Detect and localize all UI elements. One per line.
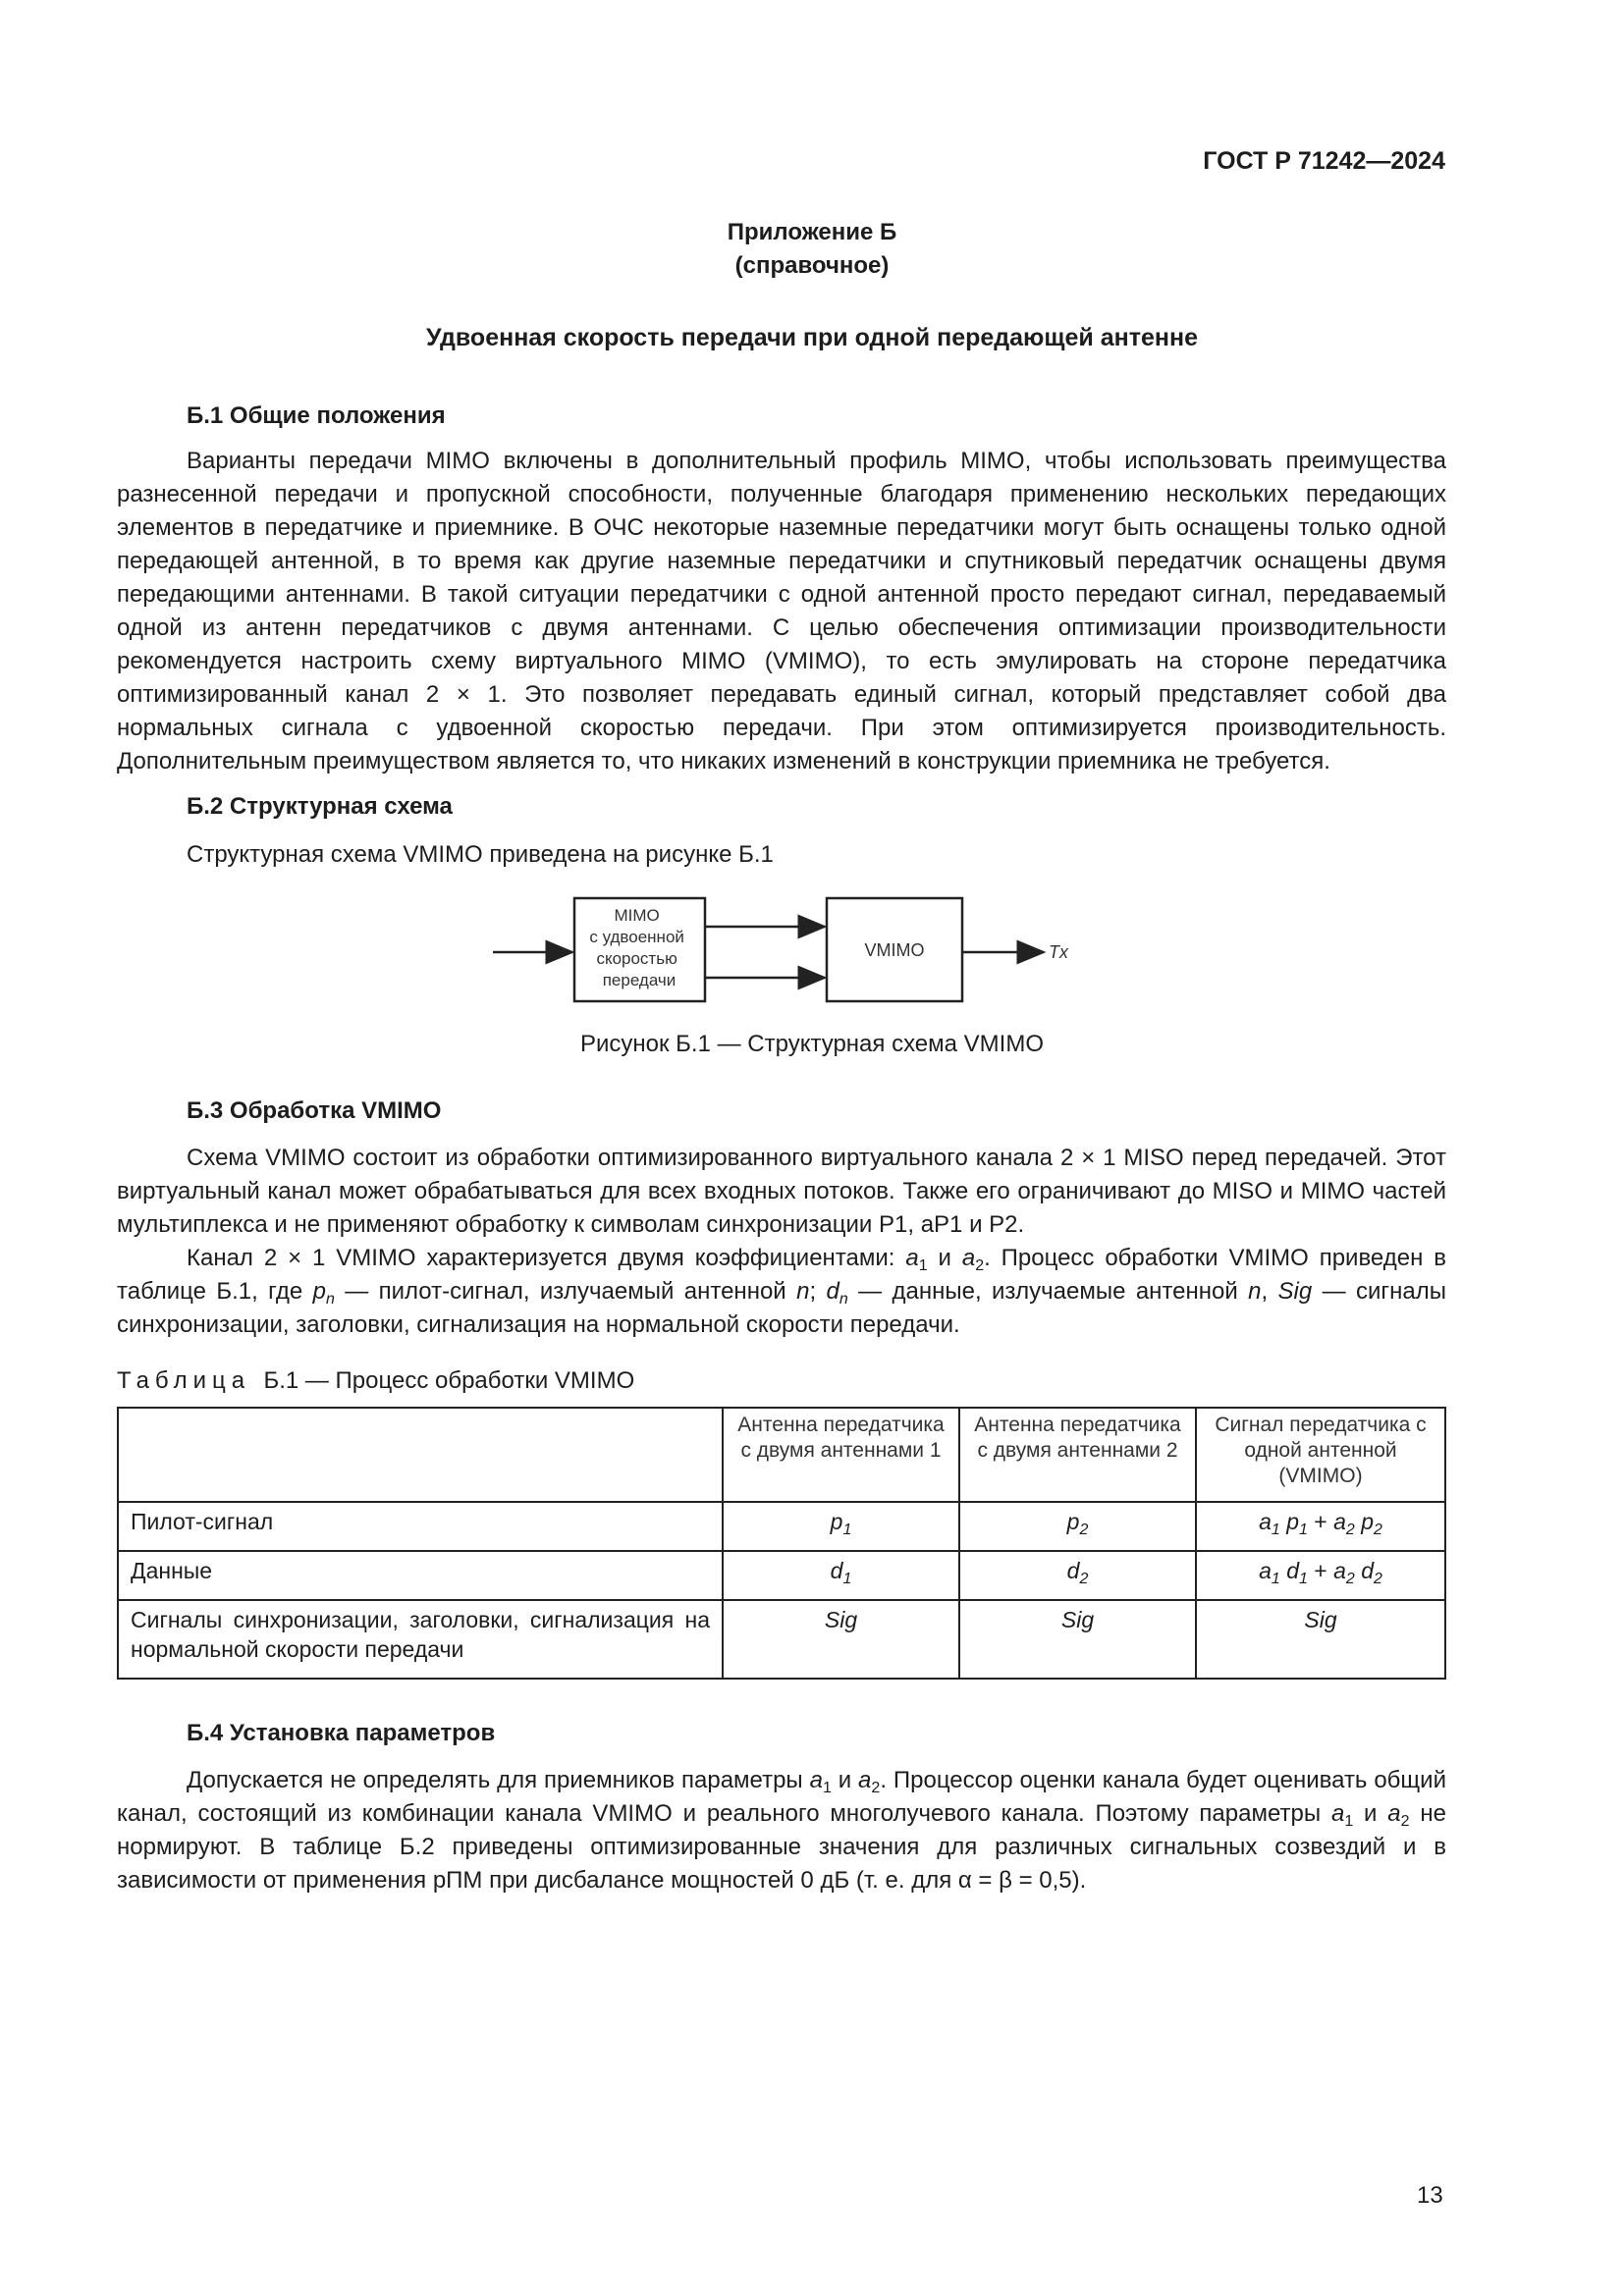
section-b1-heading: Б.1 Общие положения bbox=[187, 402, 446, 429]
tx-label: Tx bbox=[1049, 942, 1068, 962]
table-cell: Sig bbox=[723, 1600, 959, 1679]
appendix-label: Приложение Б bbox=[727, 219, 897, 245]
table-cell: $d_2$ bbox=[959, 1551, 1196, 1600]
table-cell: $a_1$ $d_1 + a_2$ $d_2$ bbox=[1196, 1551, 1445, 1600]
table-header-row bbox=[118, 1408, 1445, 1502]
vmimo-block-label: VMIMO bbox=[864, 940, 925, 960]
section-b2-text: Структурная схема VMIMO приведена на рисунке Б.1 bbox=[187, 841, 774, 868]
section-b4-paragraph: Допускается не определять для приемников параметры $a_1$ и $a_2$. Процессор оценки канала будет оценивать общий канал, состоящий из комбинации канала VMIMO и реального многолучевого канала. Поэтому параметры $a_1$ и $a_2$ не нормируют. В таблице Б.2 приведены оптимизированные значения для различных сигнальных созвездий и в зависимости от применения рПМ при дисбалансе мощностей 0 дБ (т. е. для α = β = 0,5). bbox=[117, 1767, 1446, 1894]
table-row bbox=[118, 1551, 1445, 1600]
table-cell: Sig bbox=[1196, 1600, 1445, 1679]
table-row bbox=[118, 1502, 1445, 1551]
table-header-empty bbox=[118, 1408, 723, 1502]
mimo-block-label: MIMO с удвоенной скоростью передачи bbox=[589, 906, 684, 989]
section-b4-heading: Б.4 Установка параметров bbox=[187, 1720, 496, 1746]
appendix-kind: (справочное) bbox=[734, 252, 890, 279]
page-title: Удвоенная скорость передачи при одной передающей антенне bbox=[426, 324, 1198, 351]
block-diagram bbox=[0, 883, 1624, 1021]
section-b3-text bbox=[117, 1142, 1446, 1342]
figure-caption: Рисунок Б.1 — Структурная схема VMIMO bbox=[580, 1031, 1044, 1057]
appendix-heading bbox=[0, 216, 1624, 283]
row-label: Данные bbox=[118, 1551, 723, 1600]
table-cell: Sig bbox=[959, 1600, 1196, 1679]
section-b3-heading: Б.3 Обработка VMIMO bbox=[187, 1097, 442, 1124]
section-b2-heading: Б.2 Структурная схема bbox=[187, 793, 453, 820]
row-label: Сигналы синхронизации, заголовки, сигнализация на нормальной скорости передачи bbox=[118, 1600, 723, 1679]
section-b4-text bbox=[117, 1764, 1446, 1897]
table-cell: $p_2$ bbox=[959, 1502, 1196, 1551]
section-b3-paragraph-2: Канал 2 × 1 VMIMO характеризуется двумя коэффициентами: $a_1$ и $a_2$. Процесс обработки VMIMO приведен в таблице Б.1, где $p_n$ — пилот-сигнал, излучаемый антенной n; $d_n$ — данные, излучаемые антенной n, Sig — сигналы синхронизации, заголовки, сигнализация на нормальной скорости передачи. bbox=[117, 1245, 1447, 1338]
table-header-cell: Сигнал передатчика с одной антенной (VMIMO) bbox=[1196, 1408, 1445, 1502]
table-header-cell: Антенна передатчика с двумя антеннами 1 bbox=[723, 1408, 959, 1502]
table-row bbox=[118, 1600, 1445, 1679]
section-b3-paragraph-1: Схема VMIMO состоит из обработки оптимизированного виртуального канала 2 × 1 MISO перед передачей. Этот виртуальный канал может обрабатываться для всех входных потоков. Также его ограничивают до MISO и MIMO частей мультиплекса и не применяют обработку к символам синхронизации P1, aP1 и P2. bbox=[117, 1145, 1446, 1238]
table-cell: $p_1$ bbox=[723, 1502, 959, 1551]
vmimo-process-table bbox=[117, 1407, 1446, 1680]
row-label: Пилот-сигнал bbox=[118, 1502, 723, 1551]
section-b1-paragraph: Варианты передачи MIMO включены в дополнительный профиль MIMO, чтобы использовать преимущества разнесенной передачи и пропускной способности, полученные благодаря применению нескольких передающих элементов в передатчике и приемнике. В ОЧС некоторые наземные передатчики могут быть оснащены только одной передающей антенной, в то время как другие наземные передатчики и спутниковый передатчик оснащены двумя передающими антеннами. В такой ситуации передатчики с одной антенной просто передают сигнал, передаваемый одной из антенн передатчиков с двумя антеннами. С целью обеспечения оптимизации производительности рекомендуется настроить схему виртуального MIMO (VMIMO), то есть эмулировать на стороне передатчика оптимизированный канал 2 × 1. Это позволяет передавать единый сигнал, который представляет собой два нормальных сигнала с удвоенной скоростью передачи. При этом оптимизируется производительность. Дополнительным преимуществом является то, что никаких изменений в конструкции приемника не требуется. bbox=[117, 448, 1446, 774]
section-b1-text bbox=[117, 445, 1446, 778]
table-caption: Таблица Б.1 — Процесс обработки VMIMO bbox=[117, 1367, 635, 1394]
table-header-cell: Антенна передатчика с двумя антеннами 2 bbox=[959, 1408, 1196, 1502]
table-cell: $d_1$ bbox=[723, 1551, 959, 1600]
page-number: 13 bbox=[1417, 2182, 1443, 2209]
doc-code: ГОСТ Р 71242—2024 bbox=[1203, 147, 1445, 175]
table-cell: $a_1$ $p_1 + a_2$ $p_2$ bbox=[1196, 1502, 1445, 1551]
